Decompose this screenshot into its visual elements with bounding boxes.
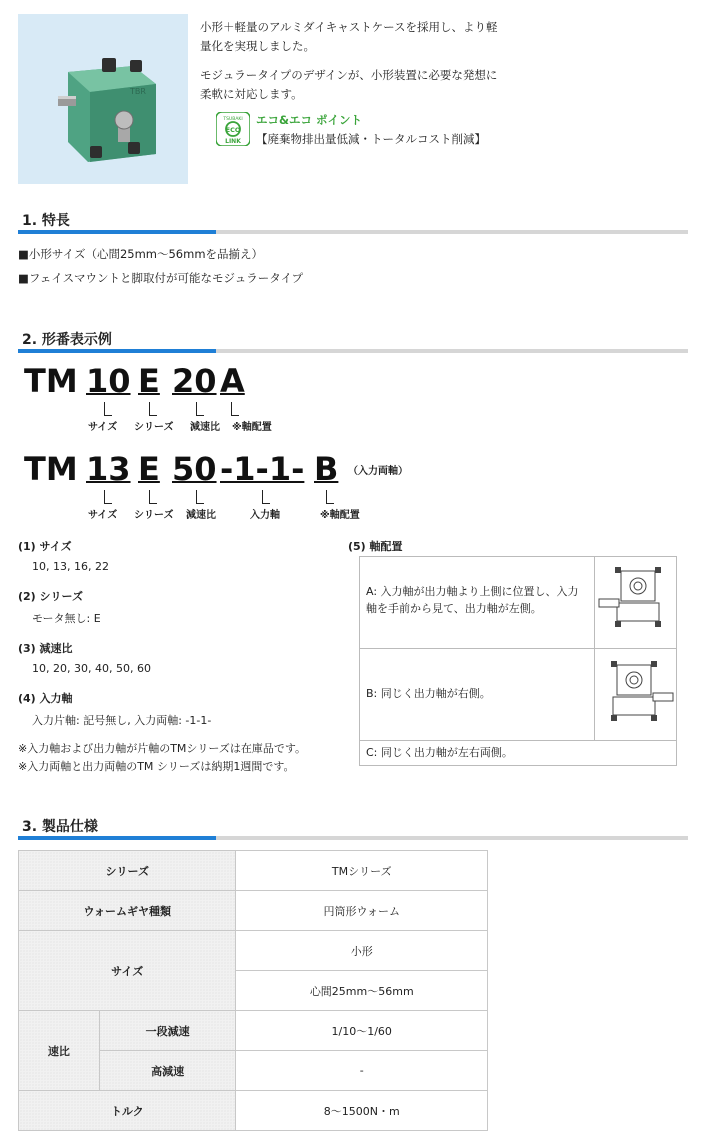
model-label: ※軸配置: [320, 510, 360, 521]
intro-text: [200, 18, 500, 114]
model-code-segment: E: [138, 450, 160, 488]
axis-row-a: [360, 557, 676, 649]
model-label: 減速比: [186, 510, 216, 521]
spec-subheader: 高減速: [99, 1051, 236, 1091]
table-row: [19, 851, 488, 891]
model-label: シリーズ: [134, 422, 174, 433]
spec-value: 円筒形ウォーム: [236, 891, 488, 931]
model-label: サイズ: [88, 422, 118, 433]
model-label: シリーズ: [134, 510, 174, 521]
definition-series: [18, 588, 101, 626]
definition-heading: (3) 減速比: [18, 642, 73, 655]
spec-header: 速比: [19, 1011, 100, 1091]
axis-description: C: 同じく出力軸が左右両側。: [366, 746, 513, 759]
heading-rule-accent: [18, 836, 216, 840]
svg-text:TBR: TBR: [130, 87, 146, 96]
heading-rule-accent: [18, 349, 216, 353]
pointer-line: [326, 490, 334, 504]
product-photo: [18, 14, 188, 184]
model-label: 減速比: [190, 422, 220, 433]
axis-description: B: 同じく出力軸が右側。: [366, 687, 491, 700]
spec-value: 8〜1500N・m: [236, 1091, 488, 1131]
section-heading-features: [18, 208, 688, 234]
model-code-segment: TM: [24, 362, 78, 400]
section-title: 2. 形番表示例: [22, 332, 112, 348]
gearbox-diagram-icon: [595, 557, 677, 649]
axis-diagram-a: [594, 557, 676, 648]
model-code-segment: TM: [24, 450, 78, 488]
gear-reducer-image: [18, 14, 188, 184]
model-label: 入力軸: [250, 510, 280, 521]
model-code-segment: -1-1-: [220, 450, 305, 488]
table-row: [19, 891, 488, 931]
pointer-line: [196, 402, 204, 416]
feature-item: ■小形サイズ（心間25mm〜56mmを品揃え）: [18, 247, 264, 261]
note-line: ※入力両軸と出力両軸のTM シリーズは納期1週間です。: [18, 760, 295, 773]
definition-value: 10, 20, 30, 40, 50, 60: [32, 662, 151, 675]
spec-value: 心間25mm〜56mm: [236, 971, 488, 1011]
axis-row-b: [360, 649, 676, 741]
gearbox-diagram-icon: [595, 649, 677, 741]
model-code-segment: 20: [172, 362, 217, 400]
definition-heading: (2) シリーズ: [18, 590, 83, 603]
model-code-example-1: [24, 362, 424, 434]
axis-layout-table: [359, 556, 677, 766]
pointer-line: [149, 490, 157, 504]
heading-rule-accent: [18, 230, 216, 234]
feature-item: ■フェイスマウントと脚取付が可能なモジュラータイプ: [18, 271, 304, 285]
axis-row-c: [360, 741, 676, 765]
pointer-line: [231, 402, 239, 416]
model-label: ※軸配置: [232, 422, 272, 433]
eco-badge-bottom-text: LINK: [225, 138, 241, 145]
pointer-line: [196, 490, 204, 504]
axis-layout-title: (5) 軸配置: [348, 540, 403, 553]
definition-heading: (4) 入力軸: [18, 692, 73, 705]
model-code-segment: 50: [172, 450, 217, 488]
eco-badge-top-text: TSUBAKI: [223, 117, 243, 122]
model-code-segment: A: [220, 362, 245, 400]
model-label: サイズ: [88, 510, 118, 521]
pointer-line: [104, 490, 112, 504]
definition-value: 10, 13, 16, 22: [32, 560, 109, 573]
section-title: 3. 製品仕様: [22, 819, 98, 835]
model-code-segment: 10: [86, 362, 131, 400]
table-row: [19, 1011, 488, 1051]
spec-subheader: 一段減速: [99, 1011, 236, 1051]
definition-ratio: [18, 640, 151, 675]
table-row: [19, 1091, 488, 1131]
intro-paragraph-2: モジュラータイプのデザインが、小形装置に必要な発想に柔軟に対応します。: [200, 68, 498, 101]
definition-input-shaft: [18, 690, 211, 728]
axis-diagram-b: [594, 649, 676, 740]
model-code-example-2: [24, 450, 444, 522]
section-heading-specs: [18, 814, 688, 840]
definition-value: 入力片軸: 記号無し, 入力両軸: -1-1-: [32, 714, 212, 727]
spec-table: [18, 850, 488, 1131]
definition-size: [18, 538, 109, 573]
spec-value: TMシリーズ: [236, 851, 488, 891]
spec-value: 1/10〜1/60: [236, 1011, 488, 1051]
model-code-segment: 13: [86, 450, 131, 488]
spec-header: サイズ: [19, 931, 236, 1011]
eco-badge-mid-text: ECO: [225, 126, 241, 134]
pointer-line: [149, 402, 157, 416]
pointer-line: [262, 490, 270, 504]
model-code-segment: E: [138, 362, 160, 400]
eco-body: 【廃棄物排出量低減・トータルコスト削減】: [256, 132, 486, 146]
spec-header: シリーズ: [19, 851, 236, 891]
stock-notes: [18, 740, 306, 776]
intro-paragraph-1: 小形＋軽量のアルミダイキャストケースを採用し、より軽量化を実現しました。: [200, 20, 498, 53]
spec-value: -: [236, 1051, 488, 1091]
definition-heading: (1) サイズ: [18, 540, 72, 553]
model-suffix-label: （入力両軸）: [348, 466, 408, 477]
eco-title: エコ&エコ ポイント: [256, 113, 363, 127]
section-heading-model-code: [18, 327, 688, 353]
model-code-segment: B: [314, 450, 339, 488]
spec-header: ウォームギヤ種類: [19, 891, 236, 931]
definition-value: モータ無し: E: [32, 612, 101, 625]
eco-link-badge-icon: [216, 112, 250, 146]
section-title: 1. 特長: [22, 213, 70, 229]
pointer-line: [104, 402, 112, 416]
axis-description: A: 入力軸が出力軸より上側に位置し、入力軸を手前から見て、出力軸が左側。: [366, 585, 579, 615]
table-row: [19, 931, 488, 971]
spec-value: 小形: [236, 931, 488, 971]
note-line: ※入力軸および出力軸が片軸のTMシリーズは在庫品です。: [18, 742, 306, 755]
spec-header: トルク: [19, 1091, 236, 1131]
